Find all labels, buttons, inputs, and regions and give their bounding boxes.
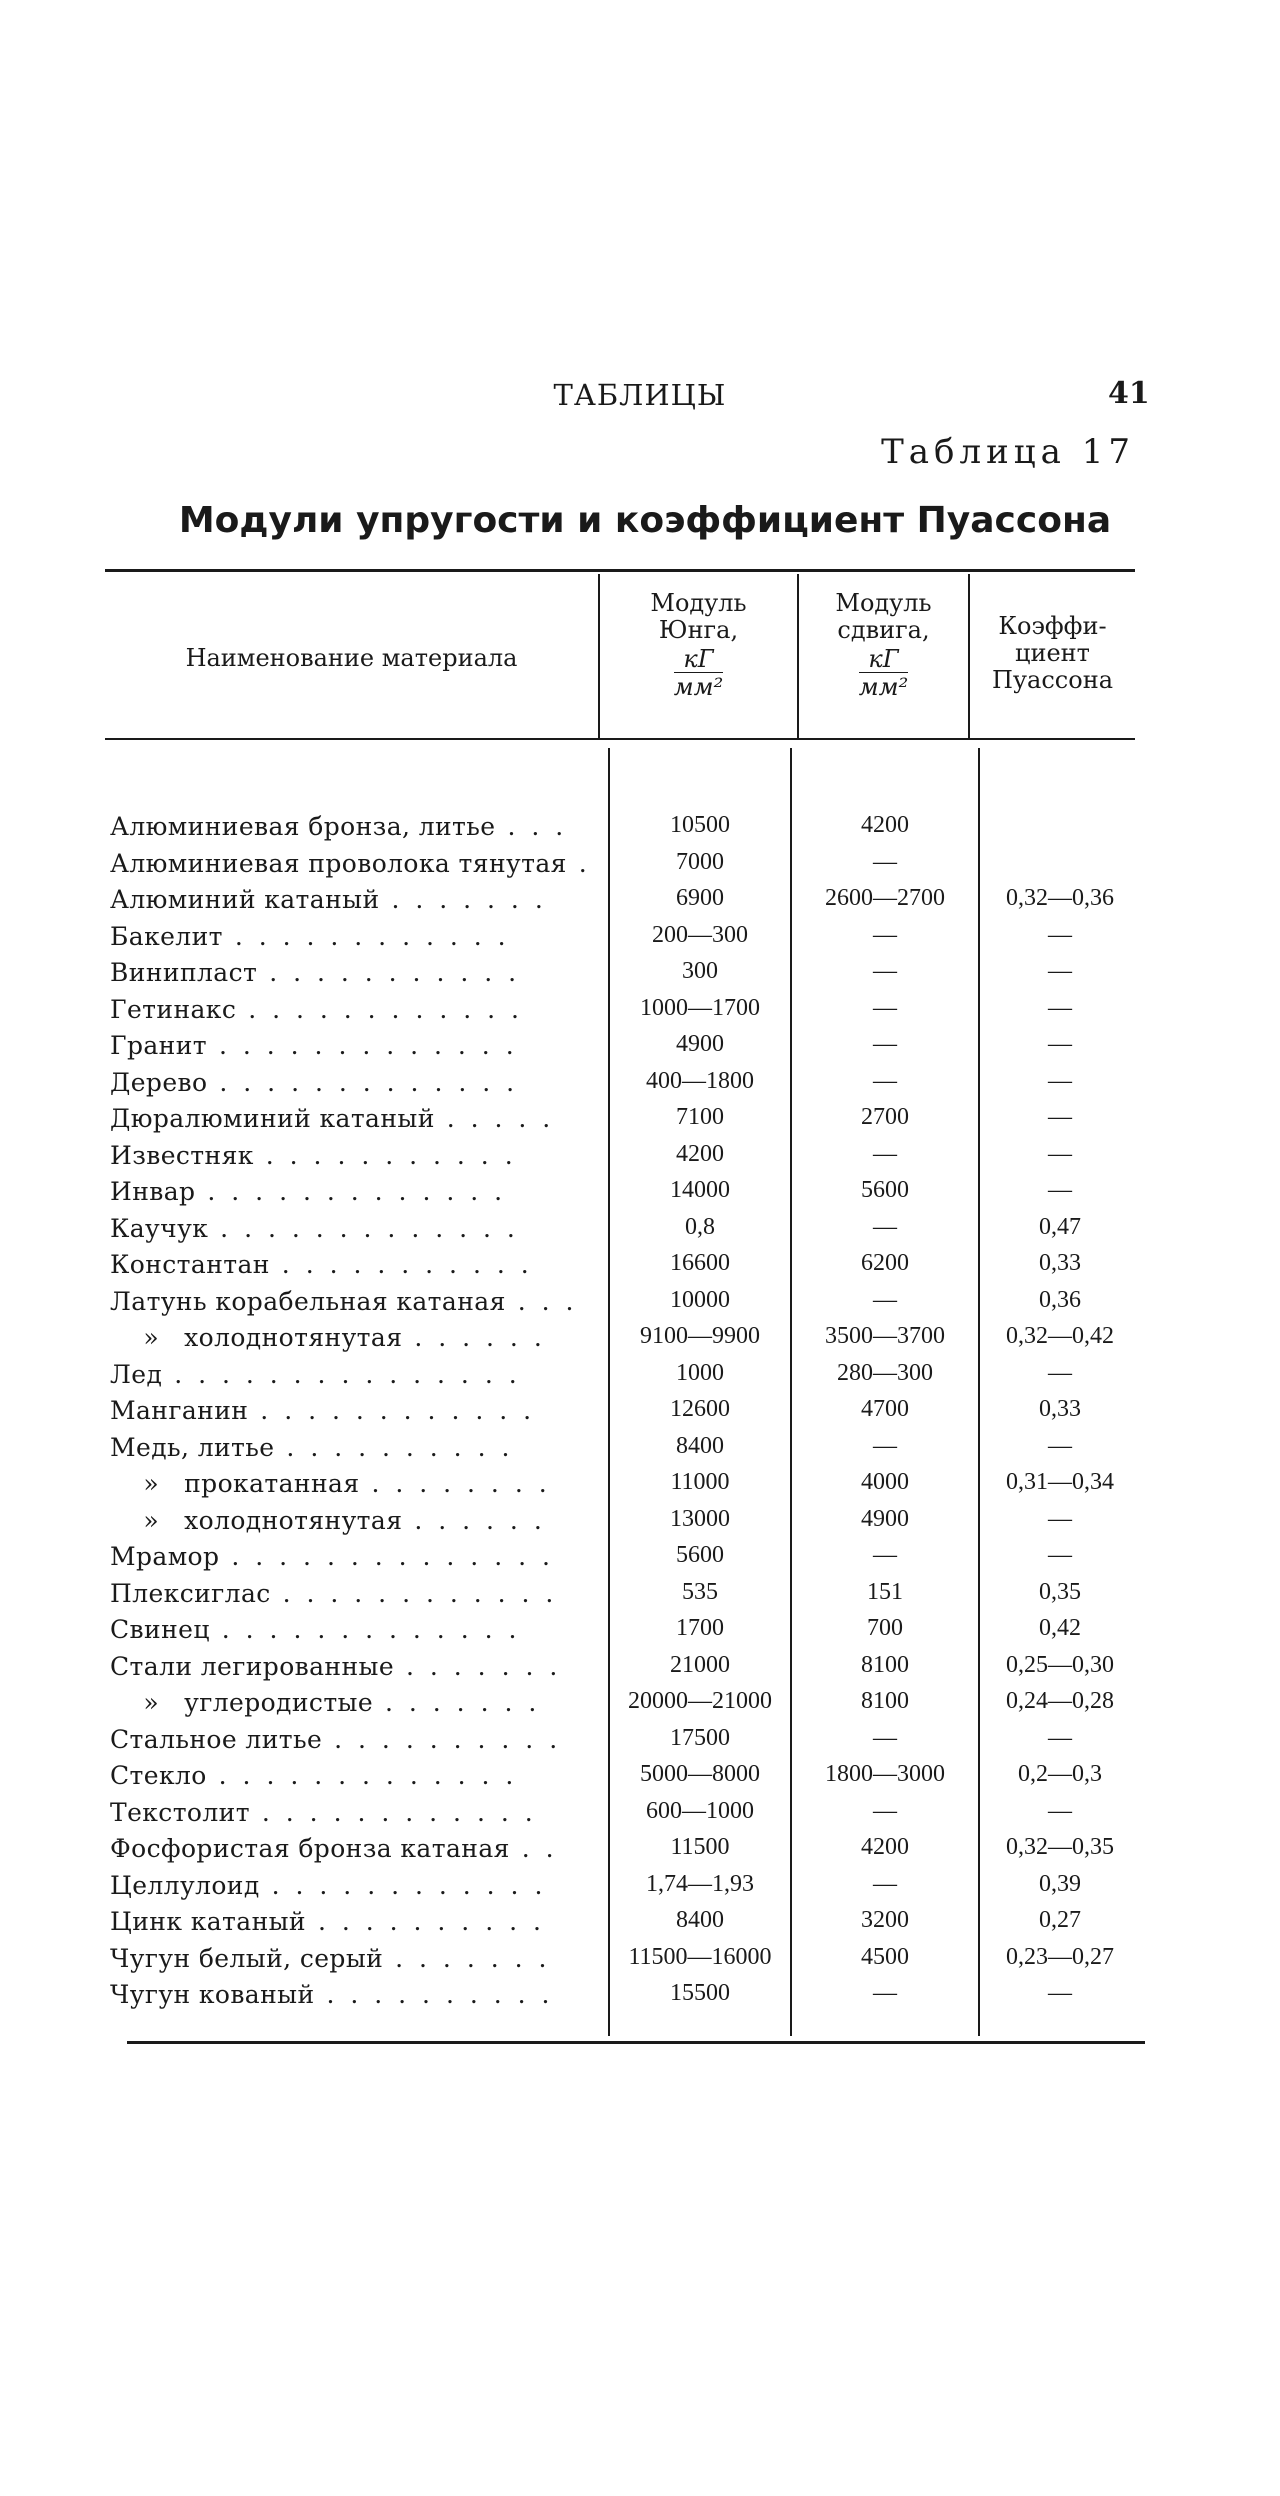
shear-modulus-cell: 4700 bbox=[861, 1396, 909, 1422]
material-name: Фосфористая бронза катаная bbox=[110, 1834, 510, 1863]
young-modulus-cell: 1000 bbox=[676, 1359, 724, 1386]
poisson-ratio-cell: — bbox=[1048, 1359, 1072, 1386]
poisson-ratio-cell: — bbox=[1048, 1104, 1072, 1130]
leader-dots: . . . . . . . . . . bbox=[322, 1724, 562, 1754]
table-row bbox=[0, 1214, 1280, 1251]
young-modulus-cell: 11500—16000 bbox=[628, 1943, 772, 1970]
poisson-ratio-cell: — bbox=[1048, 1505, 1072, 1532]
table-row bbox=[0, 922, 1280, 959]
leader-dots: . . . . . . . . . . . . bbox=[249, 1797, 537, 1827]
leader-dots: . . . . . . . . . . bbox=[274, 1432, 514, 1462]
material-name: Медь, литье bbox=[110, 1432, 275, 1462]
material-name: Бакелит bbox=[110, 921, 223, 951]
shear-modulus-cell: 8100 bbox=[861, 1651, 909, 1678]
header-poisson-ratio bbox=[970, 613, 1135, 694]
poisson-ratio-cell: — bbox=[1048, 1177, 1072, 1203]
header-shear-line2: сдвига, bbox=[837, 616, 930, 644]
material-name-cell bbox=[110, 995, 598, 1024]
material-name-cell bbox=[110, 1980, 598, 2009]
table-row bbox=[0, 1177, 1280, 1214]
shear-modulus-cell: 4200 bbox=[861, 1834, 909, 1860]
poisson-ratio-cell: — bbox=[1048, 1067, 1072, 1094]
material-name: Чугун кованый bbox=[110, 1980, 315, 2009]
header-young-line1: Модуль bbox=[650, 589, 747, 617]
leader-dots: . bbox=[566, 848, 591, 878]
material-name-cell bbox=[110, 1944, 598, 1973]
material-name: Дерево bbox=[110, 1067, 208, 1097]
young-modulus-cell: 13000 bbox=[670, 1505, 730, 1532]
table-row bbox=[0, 1579, 1280, 1616]
material-name-cell bbox=[110, 1433, 598, 1462]
young-modulus-cell: 6900 bbox=[676, 885, 724, 911]
leader-dots: . . . bbox=[495, 812, 568, 841]
table-row bbox=[0, 1360, 1280, 1397]
poisson-ratio-cell: 0,35 bbox=[1039, 1578, 1081, 1605]
poisson-ratio-cell: — bbox=[1048, 1797, 1072, 1824]
material-name: Манганин bbox=[110, 1396, 249, 1425]
header-young-modulus bbox=[600, 590, 797, 701]
material-name: Каучук bbox=[110, 1213, 209, 1243]
young-modulus-cell: 535 bbox=[682, 1578, 718, 1605]
poisson-ratio-cell: 0,25—0,30 bbox=[1006, 1651, 1114, 1678]
young-modulus-cell: 1000—1700 bbox=[640, 994, 760, 1021]
leader-dots: . . . . . . . . . . . bbox=[269, 1250, 533, 1279]
material-name: Известняк bbox=[110, 1140, 254, 1170]
table-row bbox=[0, 995, 1280, 1032]
material-name: Алюминиевая проволока тянутая bbox=[110, 848, 567, 878]
material-name: Стальное литье bbox=[110, 1724, 323, 1754]
material-name-cell bbox=[110, 812, 598, 841]
shear-modulus-cell: — bbox=[873, 1724, 897, 1751]
table-top-rule bbox=[105, 569, 1135, 572]
shear-modulus-cell: — bbox=[873, 921, 897, 948]
unit-numerator: кГ bbox=[859, 646, 908, 673]
poisson-ratio-cell: — bbox=[1048, 1724, 1072, 1751]
young-modulus-cell: 17500 bbox=[670, 1724, 730, 1751]
poisson-ratio-cell: 0,23—0,27 bbox=[1006, 1943, 1114, 1970]
header-young-line2: Юнга, bbox=[658, 616, 739, 644]
poisson-ratio-cell: — bbox=[1048, 1031, 1072, 1057]
leader-dots: . . . . . . . . . . bbox=[306, 1907, 545, 1936]
table-row bbox=[0, 1104, 1280, 1141]
material-name: Гранит bbox=[110, 1031, 208, 1060]
poisson-ratio-cell: 0,33 bbox=[1039, 1250, 1081, 1276]
leader-dots: . . . . . . . . . . . . . bbox=[207, 1067, 519, 1097]
shear-modulus-cell: — bbox=[873, 1432, 897, 1459]
shear-modulus-cell: 3200 bbox=[861, 1907, 909, 1933]
leader-dots: . . . . . . . bbox=[394, 1651, 562, 1681]
table-row bbox=[0, 1944, 1280, 1981]
shear-modulus-cell: 3500—3700 bbox=[825, 1323, 945, 1349]
shear-modulus-cell: 4000 bbox=[861, 1469, 909, 1495]
material-name-cell bbox=[110, 1871, 598, 1900]
shear-modulus-cell: — bbox=[873, 1067, 897, 1094]
material-name: Чугун белый, серый bbox=[110, 1943, 384, 1973]
shear-modulus-cell: 151 bbox=[867, 1578, 903, 1605]
young-modulus-cell: 14000 bbox=[670, 1177, 730, 1203]
leader-dots: . . . bbox=[505, 1286, 578, 1316]
shear-modulus-cell: — bbox=[873, 1542, 897, 1568]
material-name: » прокатанная bbox=[110, 1469, 360, 1498]
header-poisson-line1: Коэффи- bbox=[998, 612, 1107, 640]
table-row bbox=[0, 1652, 1280, 1689]
material-name: Алюминиевая бронза, литье bbox=[110, 812, 496, 841]
table-row bbox=[0, 1688, 1280, 1725]
table-row bbox=[0, 1250, 1280, 1287]
shear-modulus-cell: 4200 bbox=[861, 812, 909, 838]
leader-dots: . . . . . bbox=[434, 1104, 555, 1133]
table-row bbox=[0, 1141, 1280, 1178]
page-header bbox=[0, 372, 1280, 422]
young-modulus-cell: 600—1000 bbox=[646, 1797, 754, 1824]
material-name: Дюралюминий катаный bbox=[110, 1104, 435, 1133]
table-header-rule bbox=[105, 738, 1135, 740]
shear-modulus-cell: 4900 bbox=[861, 1505, 909, 1532]
leader-dots: . . bbox=[509, 1834, 558, 1863]
leader-dots: . . . . . . bbox=[402, 1505, 546, 1535]
leader-dots: . . . . . . . . . . . . bbox=[222, 921, 510, 951]
header-material-name: Наименование материала bbox=[185, 644, 518, 672]
material-name: Лед bbox=[110, 1359, 163, 1389]
material-name: Стали легированные bbox=[110, 1651, 395, 1681]
table-row bbox=[0, 1798, 1280, 1835]
young-modulus-cell: 20000—21000 bbox=[628, 1688, 772, 1714]
material-name: Константан bbox=[110, 1250, 270, 1279]
table-row bbox=[0, 1542, 1280, 1579]
header-poisson-line3: Пуассона bbox=[992, 666, 1113, 694]
unit-numerator: кГ bbox=[674, 646, 723, 673]
shear-modulus-cell: — bbox=[873, 1980, 897, 2006]
table-row bbox=[0, 849, 1280, 886]
shear-modulus-cell: 1800—3000 bbox=[825, 1761, 945, 1787]
young-modulus-cell: 1700 bbox=[676, 1615, 724, 1641]
material-name: Мрамор bbox=[110, 1542, 220, 1571]
young-modulus-cell: 4900 bbox=[676, 1031, 724, 1057]
poisson-ratio-cell: 0,32—0,42 bbox=[1006, 1323, 1114, 1349]
young-modulus-cell: 10000 bbox=[670, 1286, 730, 1313]
table-row bbox=[0, 1871, 1280, 1908]
material-name-cell bbox=[110, 922, 598, 951]
table-row bbox=[0, 1287, 1280, 1324]
poisson-ratio-cell: — bbox=[1048, 958, 1072, 984]
table-row bbox=[0, 1834, 1280, 1871]
young-modulus-cell: 0,8 bbox=[685, 1213, 715, 1240]
young-modulus-cell: 8400 bbox=[676, 1907, 724, 1933]
leader-dots: . . . . . . . . bbox=[359, 1469, 551, 1498]
material-name: » углеродистые bbox=[110, 1688, 374, 1717]
table-row bbox=[0, 1980, 1280, 2017]
material-name-cell bbox=[110, 849, 598, 878]
shear-modulus-cell: 6200 bbox=[861, 1250, 909, 1276]
poisson-ratio-cell: — bbox=[1048, 1980, 1072, 2006]
material-name-cell bbox=[110, 1907, 598, 1936]
young-modulus-cell: 21000 bbox=[670, 1651, 730, 1678]
material-name: Целлулоид bbox=[110, 1870, 260, 1900]
material-name-cell bbox=[110, 1396, 598, 1425]
material-name-cell bbox=[110, 1250, 598, 1279]
material-name-cell bbox=[110, 1214, 598, 1243]
material-name-cell bbox=[110, 1104, 598, 1133]
leader-dots: . . . . . . . . . . . . bbox=[248, 1396, 536, 1425]
leader-dots: . . . . . . bbox=[402, 1323, 546, 1352]
young-modulus-cell: 4200 bbox=[676, 1140, 724, 1167]
material-name: Алюминий катаный bbox=[110, 885, 380, 914]
material-name: Винипласт bbox=[110, 958, 258, 987]
material-name: Плексиглас bbox=[110, 1578, 271, 1608]
young-modulus-cell: 1,74—1,93 bbox=[646, 1870, 754, 1897]
material-name-cell bbox=[110, 1360, 598, 1389]
material-name-cell bbox=[110, 1031, 598, 1060]
page-number: 41 bbox=[1108, 376, 1150, 411]
material-name: Латунь корабельная катаная bbox=[110, 1286, 506, 1316]
leader-dots: . . . . . . . . . . . . . . . bbox=[162, 1359, 521, 1389]
leader-dots: . . . . . . . bbox=[373, 1688, 541, 1717]
young-modulus-cell: 8400 bbox=[676, 1432, 724, 1459]
material-name-cell bbox=[110, 1725, 598, 1754]
young-modulus-cell: 5600 bbox=[676, 1542, 724, 1568]
young-modulus-cell: 9100—9900 bbox=[640, 1323, 760, 1349]
poisson-ratio-cell: 0,27 bbox=[1039, 1907, 1081, 1933]
material-name-cell bbox=[110, 1506, 598, 1535]
young-modulus-cell: 10500 bbox=[670, 812, 730, 838]
leader-dots: . . . . . . . . . . . . . bbox=[208, 1213, 519, 1243]
leader-dots: . . . . . . . . . . . . bbox=[270, 1578, 558, 1608]
table-row bbox=[0, 812, 1280, 849]
running-header: ТАБЛИЦЫ bbox=[553, 378, 727, 412]
material-name-cell bbox=[110, 1798, 598, 1827]
poisson-ratio-cell: — bbox=[1048, 1432, 1072, 1459]
shear-modulus-cell: — bbox=[873, 1140, 897, 1167]
shear-modulus-cell: 4500 bbox=[861, 1943, 909, 1970]
leader-dots: . . . . . . . . . . . . . bbox=[207, 1031, 518, 1060]
unit-denominator: мм² bbox=[673, 673, 724, 701]
material-name: Инвар bbox=[110, 1177, 196, 1206]
material-name: » холоднотянутая bbox=[110, 1505, 403, 1535]
shear-modulus-cell: — bbox=[873, 1213, 897, 1240]
young-modulus-cell: 11500 bbox=[670, 1834, 730, 1860]
material-name: Текстолит bbox=[110, 1797, 250, 1827]
material-name-cell bbox=[110, 1177, 598, 1206]
unit-denominator: мм² bbox=[858, 673, 909, 701]
material-name-cell bbox=[110, 1761, 598, 1790]
young-modulus-cell: 300 bbox=[682, 958, 718, 984]
table-row bbox=[0, 1068, 1280, 1105]
poisson-ratio-cell: 0,24—0,28 bbox=[1006, 1688, 1114, 1714]
material-name-cell bbox=[110, 1323, 598, 1352]
young-modulus-cell: 7000 bbox=[676, 848, 724, 875]
poisson-ratio-cell: 0,39 bbox=[1039, 1870, 1081, 1897]
leader-dots: . . . . . . . . . . . . . bbox=[209, 1615, 521, 1644]
material-name-cell bbox=[110, 958, 598, 987]
table-row bbox=[0, 1031, 1280, 1068]
shear-modulus-cell: 5600 bbox=[861, 1177, 909, 1203]
shear-modulus-cell: 2700 bbox=[861, 1104, 909, 1130]
table-row bbox=[0, 1396, 1280, 1433]
poisson-ratio-cell: 0,47 bbox=[1039, 1213, 1081, 1240]
shear-modulus-cell: — bbox=[873, 958, 897, 984]
material-name: » холоднотянутая bbox=[110, 1323, 403, 1352]
shear-modulus-cell: — bbox=[873, 1031, 897, 1057]
table-bottom-rule bbox=[127, 2041, 1145, 2044]
material-name-cell bbox=[110, 1652, 598, 1681]
table-row bbox=[0, 958, 1280, 995]
shear-modulus-cell: — bbox=[873, 994, 897, 1021]
material-name-cell bbox=[110, 1688, 598, 1717]
young-modulus-cell: 400—1800 bbox=[646, 1067, 754, 1094]
young-modulus-cell: 15500 bbox=[670, 1980, 730, 2006]
material-name: Стекло bbox=[110, 1761, 207, 1790]
material-name-cell bbox=[110, 1068, 598, 1097]
table-row bbox=[0, 1323, 1280, 1360]
leader-dots: . . . . . . . . . . . . bbox=[236, 994, 523, 1024]
poisson-ratio-cell: — bbox=[1048, 1140, 1072, 1167]
material-name-cell bbox=[110, 1579, 598, 1608]
table-row bbox=[0, 1761, 1280, 1798]
leader-dots: . . . . . . . . . . . . bbox=[259, 1870, 547, 1900]
table-number-label: Таблица 17 bbox=[881, 432, 1135, 472]
table-row bbox=[0, 1907, 1280, 1944]
leader-dots: . . . . . . . bbox=[379, 885, 547, 914]
young-modulus-cell: 7100 bbox=[676, 1104, 724, 1130]
table-row bbox=[0, 1725, 1280, 1762]
header-shear-modulus bbox=[799, 590, 968, 701]
header-young-unit bbox=[674, 646, 723, 701]
header-shear-unit bbox=[859, 646, 908, 701]
young-modulus-cell: 11000 bbox=[670, 1469, 730, 1495]
shear-modulus-cell: — bbox=[873, 848, 897, 875]
shear-modulus-cell: — bbox=[873, 1870, 897, 1897]
material-name: Гетинакс bbox=[110, 994, 237, 1024]
material-name-cell bbox=[110, 1287, 598, 1316]
material-name-cell bbox=[110, 1141, 598, 1170]
poisson-ratio-cell: 0,2—0,3 bbox=[1018, 1761, 1102, 1787]
leader-dots: . . . . . . . . . . . . . bbox=[195, 1177, 507, 1206]
shear-modulus-cell: — bbox=[873, 1797, 897, 1824]
poisson-ratio-cell: — bbox=[1048, 921, 1072, 948]
young-modulus-cell: 200—300 bbox=[652, 921, 748, 948]
poisson-ratio-cell: 0,32—0,35 bbox=[1006, 1834, 1114, 1860]
table-title: Модули упругости и коэффициент Пуассона bbox=[178, 500, 1112, 541]
shear-modulus-cell: 280—300 bbox=[837, 1359, 933, 1386]
material-name-cell bbox=[110, 1615, 598, 1644]
leader-dots: . . . . . . . . . . bbox=[314, 1980, 554, 2009]
shear-modulus-cell: 8100 bbox=[861, 1688, 909, 1714]
material-name: Цинк катаный bbox=[110, 1907, 306, 1936]
material-name: Свинец bbox=[110, 1615, 210, 1644]
poisson-ratio-cell: 0,36 bbox=[1039, 1286, 1081, 1313]
leader-dots: . . . . . . . . . . . . . bbox=[206, 1761, 518, 1790]
young-modulus-cell: 16600 bbox=[670, 1250, 730, 1276]
poisson-ratio-cell: — bbox=[1048, 994, 1072, 1021]
young-modulus-cell: 12600 bbox=[670, 1396, 730, 1422]
leader-dots: . . . . . . . . . . . . . . bbox=[219, 1542, 554, 1571]
shear-modulus-cell: — bbox=[873, 1286, 897, 1313]
leader-dots: . . . . . . . . . . . bbox=[253, 1140, 517, 1170]
poisson-ratio-cell: 0,32—0,36 bbox=[1006, 885, 1114, 911]
table-row bbox=[0, 1433, 1280, 1470]
poisson-ratio-cell: 0,31—0,34 bbox=[1006, 1469, 1114, 1495]
leader-dots: . . . . . . . . . . . bbox=[257, 958, 521, 987]
table-row bbox=[0, 1506, 1280, 1543]
table-row bbox=[0, 1615, 1280, 1652]
material-name-cell bbox=[110, 1834, 598, 1863]
table-row bbox=[0, 885, 1280, 922]
poisson-ratio-cell: — bbox=[1048, 1542, 1072, 1568]
header-poisson-line2: циент bbox=[1015, 639, 1090, 667]
material-name-cell bbox=[110, 1469, 598, 1498]
table-body bbox=[0, 812, 1280, 2017]
leader-dots: . . . . . . . bbox=[383, 1943, 551, 1973]
shear-modulus-cell: 700 bbox=[867, 1615, 903, 1641]
poisson-ratio-cell: 0,33 bbox=[1039, 1396, 1081, 1422]
shear-modulus-cell: 2600—2700 bbox=[825, 885, 945, 911]
young-modulus-cell: 5000—8000 bbox=[640, 1761, 760, 1787]
header-shear-line1: Модуль bbox=[835, 589, 932, 617]
material-name-cell bbox=[110, 1542, 598, 1571]
material-name-cell bbox=[110, 885, 598, 914]
poisson-ratio-cell: 0,42 bbox=[1039, 1615, 1081, 1641]
table-row bbox=[0, 1469, 1280, 1506]
